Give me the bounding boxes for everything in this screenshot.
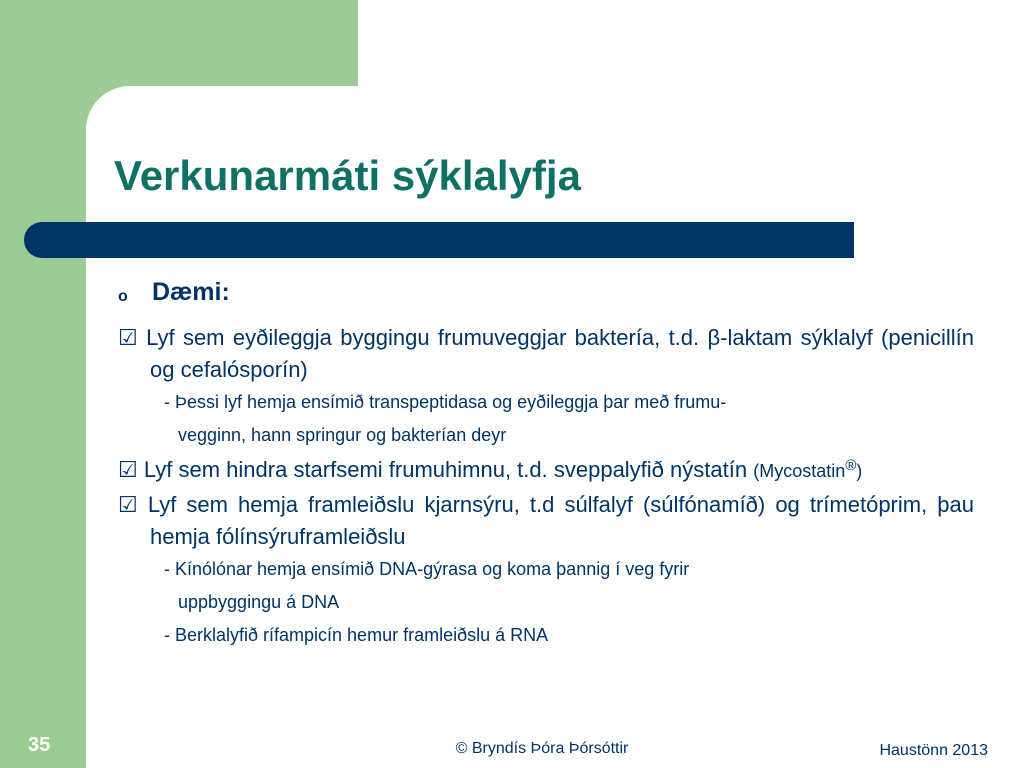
checkbox-icon: ☑ bbox=[118, 325, 138, 350]
list-item bbox=[118, 322, 974, 386]
item-text: Lyf sem eyðileggja byggingu frumuveggjar baktería, t.d. β-laktam sýklalyf (penicillín og cefalósporín) bbox=[146, 325, 974, 382]
slide-title: Verkunarmáti sýklalyfja bbox=[114, 152, 581, 199]
list-item bbox=[118, 454, 974, 487]
slide-content bbox=[118, 270, 974, 652]
sub-item-continued: vegginn, hann springur og bakterían deyr bbox=[178, 425, 507, 445]
checkbox-icon: ☑ bbox=[118, 457, 138, 482]
footer-date: Haustönn 2013 bbox=[879, 742, 988, 759]
sub-item: - Berklalyfið rífampicín hemur framleiðslu á RNA bbox=[164, 625, 549, 645]
sub-item: - Þessi lyf hemja ensímið transpeptidasa og eyðileggja þar með frumu- bbox=[164, 392, 727, 412]
item-text: Lyf sem hemja framleiðslu kjarnsýru, t.d súlfalyf (súlfónamíð) og trímetóprim, þau hemja fólínsýruframleiðslu bbox=[147, 492, 974, 549]
list-item bbox=[118, 489, 974, 553]
heading-row bbox=[118, 270, 974, 320]
title-underline-bar bbox=[24, 222, 854, 258]
circle-bullet-icon: o bbox=[118, 288, 128, 305]
heading-text: Dæmi: bbox=[152, 278, 230, 306]
checkbox-icon: ☑ bbox=[118, 492, 138, 517]
item-paren-open: (Mycostatin bbox=[753, 461, 846, 481]
item-text: Lyf sem hindra starfsemi frumuhimnu, t.d. sveppalyfið nýstatín bbox=[143, 457, 748, 482]
sub-item-continued: uppbyggingu á DNA bbox=[178, 592, 340, 612]
registered-mark: ® bbox=[845, 457, 857, 474]
sub-item: - Kínólónar hemja ensímið DNA-gýrasa og koma þannig í veg fyrir bbox=[164, 559, 690, 579]
page-number: 35 bbox=[28, 734, 51, 756]
green-sidebar bbox=[0, 0, 86, 768]
item-paren-close: ) bbox=[856, 461, 863, 481]
footer-author: © Bryndís Þóra Þórsóttir bbox=[455, 740, 629, 757]
